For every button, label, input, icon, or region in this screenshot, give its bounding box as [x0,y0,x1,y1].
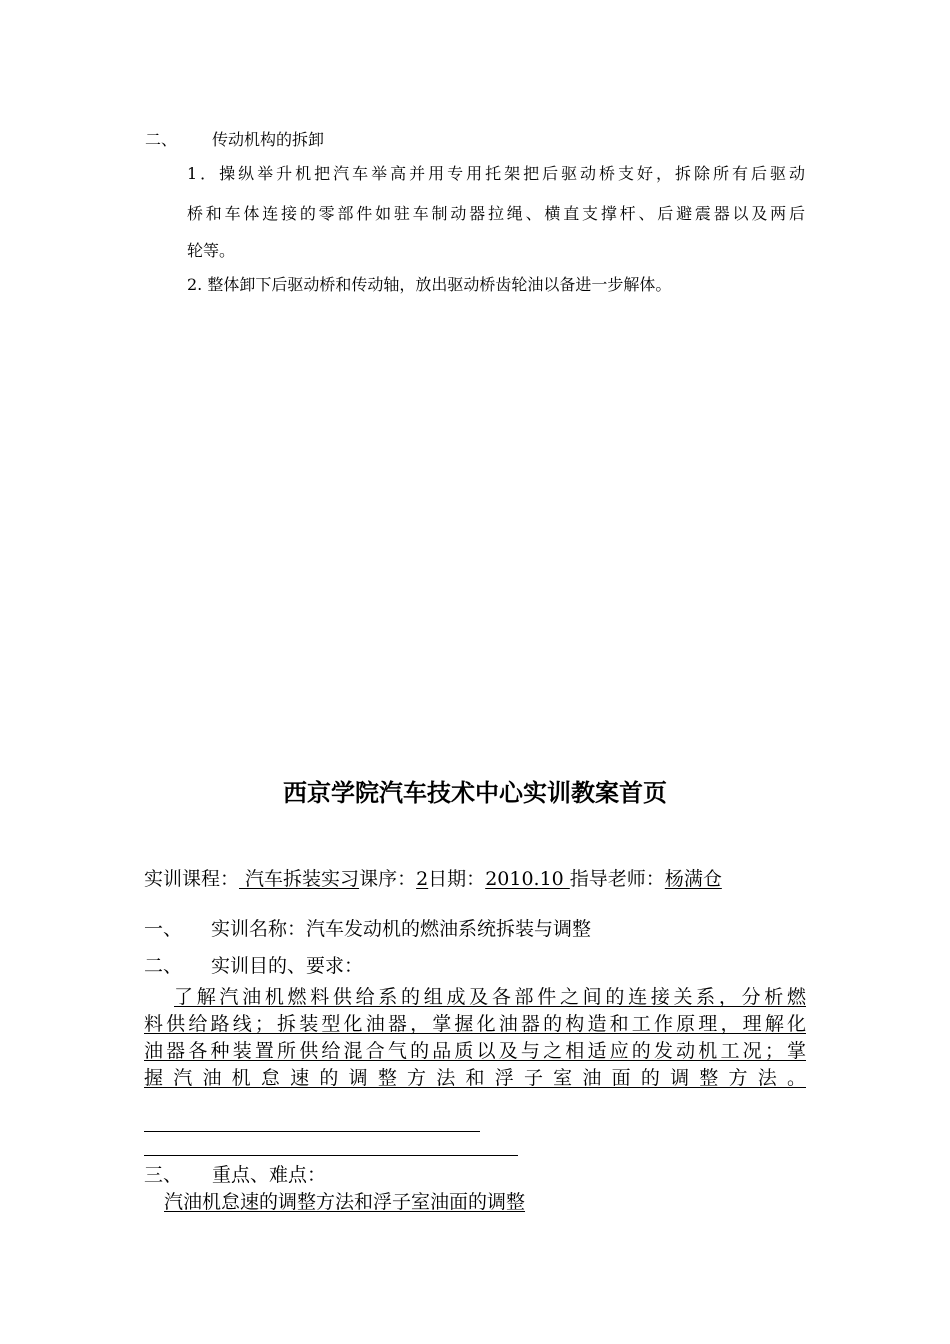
course-value: 汽车拆装实习 [239,868,360,890]
objective-line-2: 料供给路线；拆装型化油器，掌握化油器的构造和工作原理，理解化 [144,1013,806,1035]
item-2-number: 二、 [144,955,183,977]
teacher-label: 指导老师： [569,868,665,890]
section-title: 传动机构的拆卸 [212,130,325,149]
item-2-text: 实训目的、要求： [211,955,364,977]
key-points-text: 汽油机怠速的调整方法和浮子室油面的调整 [164,1191,526,1213]
order-label: 课序： [359,868,417,890]
blank-underline-1 [144,1131,480,1132]
blank-underline-2 [144,1155,518,1156]
objective-paragraph [144,984,806,1092]
objective-line-1: 了解汽油机燃料供给系的组成及各部件之间的连接关系，分析燃 [174,986,806,1008]
course-label: 实训课程： [144,868,240,890]
teacher-value: 杨满仓 [664,868,722,890]
item-1-text: 实训名称：汽车发动机的燃油系统拆装与调整 [211,918,592,940]
section-number: 二、 [145,130,178,149]
item-1-number: 一、 [144,918,183,940]
step-1-line-1: 1．操纵举升机把汽车举高并用专用托架把后驱动桥支好，拆除所有后驱动 [187,164,805,183]
item-3-number: 三、 [144,1164,183,1186]
item-3-text: 重点、难点： [212,1164,327,1186]
objective-line-3: 油器各种装置所供给混合气的品质以及与之相适应的发动机工况；掌 [144,1040,806,1062]
course-info-line [144,864,722,891]
order-value: 2 [416,868,429,890]
cover-title: 西京学院汽车技术中心实训教案首页 [283,778,667,807]
step-1-line-3: 轮等。 [187,241,236,260]
date-value: 2010.10 [485,868,570,890]
step-1-line-2: 桥和车体连接的零部件如驻车制动器拉绳、横直支撑杆、后避震器以及两后 [187,204,805,223]
objective-line-4: 握汽油机怠速的调整方法和浮子室油面的调整方法。 [144,1067,806,1089]
step-2-line-1: 2. 整体卸下后驱动桥和传动轴，放出驱动桥齿轮油以备进一步解体。 [187,275,672,294]
date-label: 日期： [428,868,486,890]
